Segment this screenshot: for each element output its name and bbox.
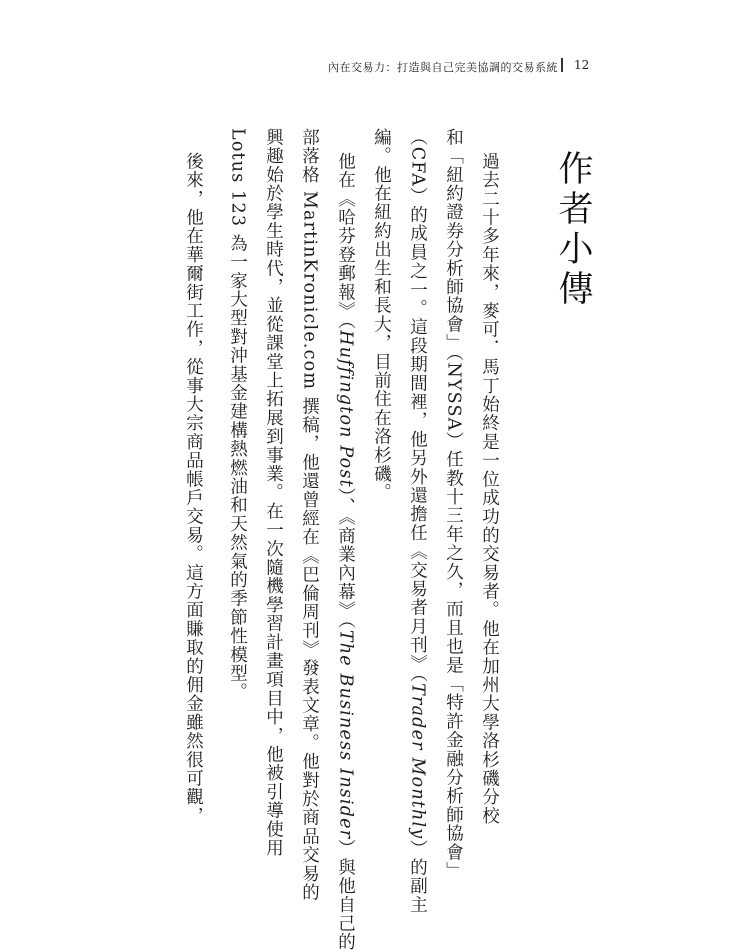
running-header — [0, 56, 750, 76]
body-column-5-text-a: 他在《哈芬登郵報》（ — [335, 152, 356, 331]
body-column-4: 編。他在紐約出生和長大，目前住在洛杉磯。 — [371, 128, 392, 502]
body-column-5-text-b: ）、《商業內幕》（ — [335, 487, 356, 630]
body-column-3 — [408, 128, 426, 914]
page-number: 12 — [574, 58, 590, 72]
body-column-6: 部落格 MartinKronicle.com 撰稿，他還曾經在《巴倫周刊》發表文章。他對於商品交易的 — [299, 128, 320, 902]
body-column-5-italic: Huffington Post — [335, 330, 356, 488]
body-column-1: 過去二十多年來，麥可．馬丁始終是一位成功的交易者。他在加州大學洛杉磯分校 — [479, 152, 500, 826]
header-title: 內在交易力：打造與自己完美協調的交易系統 — [328, 61, 558, 74]
body-column-5-italic-2: The Business Insider — [335, 629, 356, 840]
body-column-8: Lotus 123 為一家大型對沖基金建構熱燃油和天然氣的季節性模型。 — [227, 128, 248, 702]
body-column-5-text-c: ）與他自己的 — [335, 839, 356, 952]
body-column-5 — [336, 152, 354, 952]
chapter-title: 作者小傳 — [553, 150, 593, 310]
body-column-3-text-a: （CFA）的成員之一。這段期間裡，他另外還擔任《交易者月刊》（ — [407, 128, 428, 684]
body-column-2: 和「紐約證券分析師協會」（NYSSA）任教十三年之久，而且也是「特許金融分析師協會」 — [443, 128, 464, 881]
body-column-3-italic: Trader Monthly — [407, 683, 428, 840]
header-divider — [561, 58, 563, 72]
body-column-3-text-b: ）的副主 — [407, 839, 428, 915]
body-column-9: 後來，他在華爾街工作，從事大宗商品帳戶交易。這方面賺取的佣金雖然很可觀， — [183, 152, 204, 826]
body-column-7: 興趣始於學生時代，並從課堂上拓展到事業。在一次隨機學習計畫項目中，他被引導使用 — [263, 128, 284, 858]
